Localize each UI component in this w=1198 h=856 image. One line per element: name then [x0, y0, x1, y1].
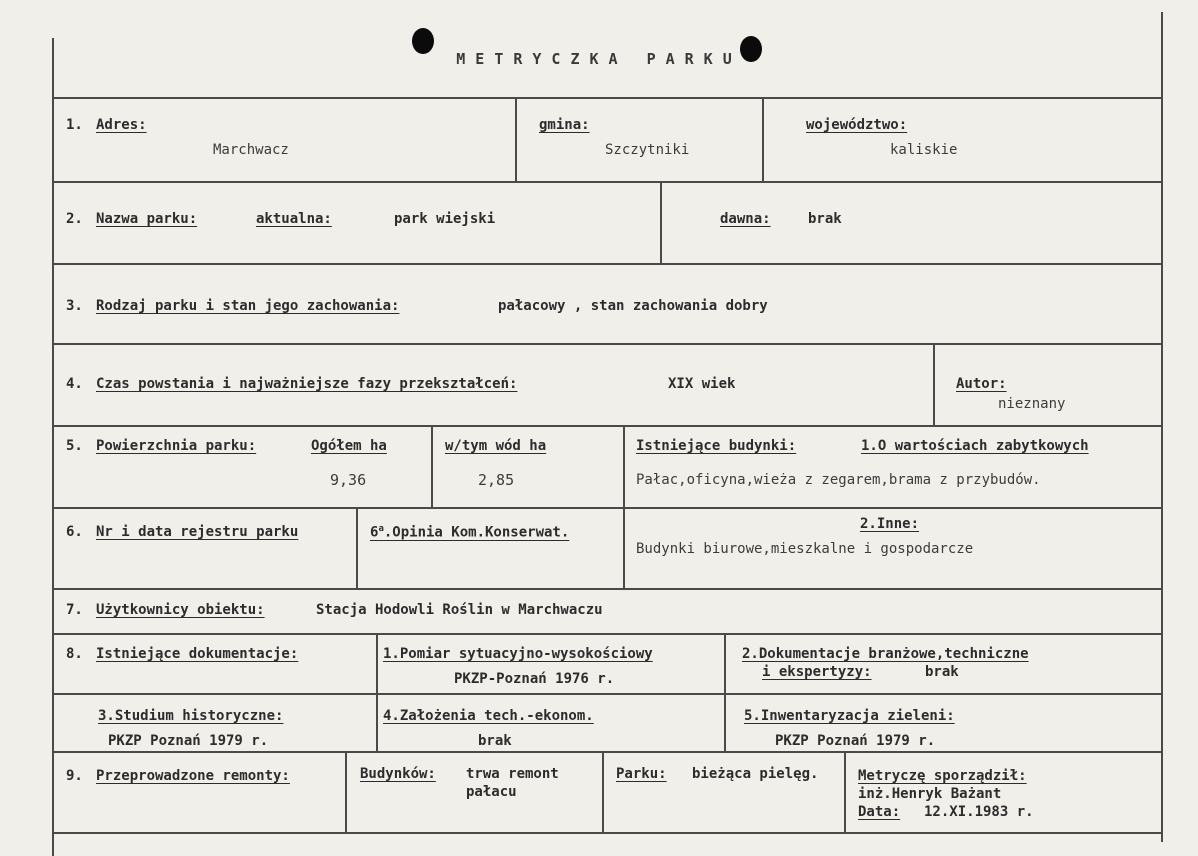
- pomiar-label: 1.Pomiar sytuacyjno-wysokościowy: [383, 646, 653, 662]
- gmina-label: gmina:: [539, 117, 590, 133]
- remont-parku-value: bieżąca pielęg.: [692, 766, 819, 782]
- uzytkownicy-value: Stacja Hodowli Roślin w Marchwaczu: [316, 602, 603, 618]
- adres-value: Marchwacz: [213, 142, 289, 158]
- opinia-label: [370, 524, 569, 541]
- ekspertyzy-label: i ekspertyzy:: [762, 664, 872, 680]
- wojewodztwo-value: kaliskie: [890, 142, 958, 158]
- remont-budynkow-value-2: pałacu: [466, 784, 517, 800]
- zalozenia-label: 4.Założenia tech.-ekonom.: [383, 708, 594, 724]
- col-r9-a: [345, 751, 347, 832]
- nr-rejestru-label: Nr i data rejestru parku: [96, 524, 299, 540]
- row-line-1: [52, 97, 1163, 99]
- col-r5-a: [431, 425, 433, 507]
- opinia-text: .Opinia Kom.Konserwat.: [383, 524, 570, 541]
- sporzadzil-value: inż.Henryk Bażant: [858, 786, 1002, 802]
- czas-powstania-label: Czas powstania i najważniejsze fazy przekształceń:: [96, 376, 518, 392]
- inne-label: 2.Inne:: [860, 516, 920, 532]
- ogolem-label: Ogółem ha: [311, 438, 387, 454]
- inwentaryzacja-label: 5.Inwentaryzacja zieleni:: [744, 708, 955, 724]
- dawna-value: brak: [808, 211, 842, 227]
- row-line-5: [52, 425, 1163, 427]
- row-line-4: [52, 343, 1163, 345]
- row-line-8b: [52, 693, 1163, 695]
- r4-number: 4.: [66, 376, 83, 392]
- rodzaj-parku-value: pałacowy , stan zachowania dobry: [498, 298, 768, 314]
- col-r6: [356, 507, 358, 588]
- row-line-2: [52, 181, 1163, 183]
- wartosci-zabytkowe-label: 1.O wartościach zabytkowych: [861, 438, 1089, 454]
- inwentaryzacja-value: PKZP Poznań 1979 r.: [775, 733, 936, 749]
- row-line-3: [52, 263, 1163, 265]
- col-r9-b: [602, 751, 604, 832]
- row-line-10: [52, 832, 1163, 834]
- studium-value: PKZP Poznań 1979 r.: [108, 733, 269, 749]
- aktualna-label: aktualna:: [256, 211, 332, 227]
- frame-left: [52, 38, 54, 856]
- col-r8-a: [376, 633, 378, 751]
- r5-number: 5.: [66, 438, 83, 454]
- r3-number: 3.: [66, 298, 83, 314]
- col-r4: [933, 343, 935, 425]
- dawna-label: dawna:: [720, 211, 771, 227]
- inne-value: Budynki biurowe,mieszkalne i gospodarcze: [636, 541, 974, 557]
- uzytkownicy-label: Użytkownicy obiektu:: [96, 602, 265, 618]
- col-r5-b: [623, 425, 625, 588]
- remont-budynkow-label: Budynków:: [360, 766, 436, 782]
- istniejace-budynki-value: Pałac,oficyna,wieża z zegarem,brama z przybudów.: [636, 472, 1041, 488]
- r2-number: 2.: [66, 211, 83, 227]
- col-r9-c: [844, 751, 846, 832]
- row-line-6: [52, 507, 1163, 509]
- col-r2: [660, 181, 662, 263]
- opinia-superscript: a: [378, 524, 384, 534]
- document-title: METRYCZKA PARKU: [456, 50, 742, 68]
- w-tym-wod-value: 2,85: [478, 471, 515, 489]
- data-label: Data:: [858, 804, 901, 820]
- frame-right: [1161, 12, 1163, 842]
- row-line-8: [52, 633, 1163, 635]
- zalozenia-value: brak: [478, 733, 512, 749]
- remont-budynkow-value: trwa remont: [466, 766, 559, 782]
- remonty-label: Przeprowadzone remonty:: [96, 768, 290, 784]
- w-tym-wod-label: w/tym wód ha: [445, 438, 547, 454]
- data-value: 12.XI.1983 r.: [924, 804, 1034, 820]
- powierzchnia-label: Powierzchnia parku:: [96, 438, 257, 454]
- col-r1-b: [762, 97, 764, 181]
- istniejace-budynki-label: Istniejące budynki:: [636, 438, 797, 454]
- istniejace-dokumentacje-label: Istniejące dokumentacje:: [96, 646, 299, 662]
- aktualna-value: park wiejski: [394, 211, 496, 227]
- nazwa-parku-label: Nazwa parku:: [96, 211, 198, 227]
- czas-powstania-value: XIX wiek: [668, 376, 736, 392]
- autor-value: nieznany: [998, 396, 1066, 412]
- col-r8-b: [724, 633, 726, 751]
- r6-number: 6.: [66, 524, 83, 540]
- studium-label: 3.Studium historyczne:: [98, 708, 284, 724]
- opinia-number: 6: [370, 524, 379, 541]
- ogolem-value: 9,36: [330, 471, 367, 489]
- remont-parku-label: Parku:: [616, 766, 667, 782]
- rodzaj-parku-label: Rodzaj parku i stan jego zachowania:: [96, 298, 400, 314]
- r8-number: 8.: [66, 646, 83, 662]
- dokumentacje-branzowe-label: 2.Dokumentacje branżowe,techniczne: [742, 646, 1029, 662]
- autor-label: Autor:: [956, 376, 1007, 392]
- row-line-9: [52, 751, 1163, 753]
- wojewodztwo-label: województwo:: [806, 117, 908, 133]
- r9-number: 9.: [66, 768, 83, 784]
- pomiar-value: PKZP-Poznań 1976 r.: [454, 671, 615, 687]
- r1-number: 1.: [66, 117, 83, 133]
- r7-number: 7.: [66, 602, 83, 618]
- sporzadzil-label: Metryczę sporządził:: [858, 768, 1027, 784]
- ekspertyzy-value: brak: [925, 664, 959, 680]
- gmina-value: Szczytniki: [605, 142, 690, 158]
- row-line-7: [52, 588, 1163, 590]
- col-r1-a: [515, 97, 517, 181]
- adres-label: Adres:: [96, 117, 147, 133]
